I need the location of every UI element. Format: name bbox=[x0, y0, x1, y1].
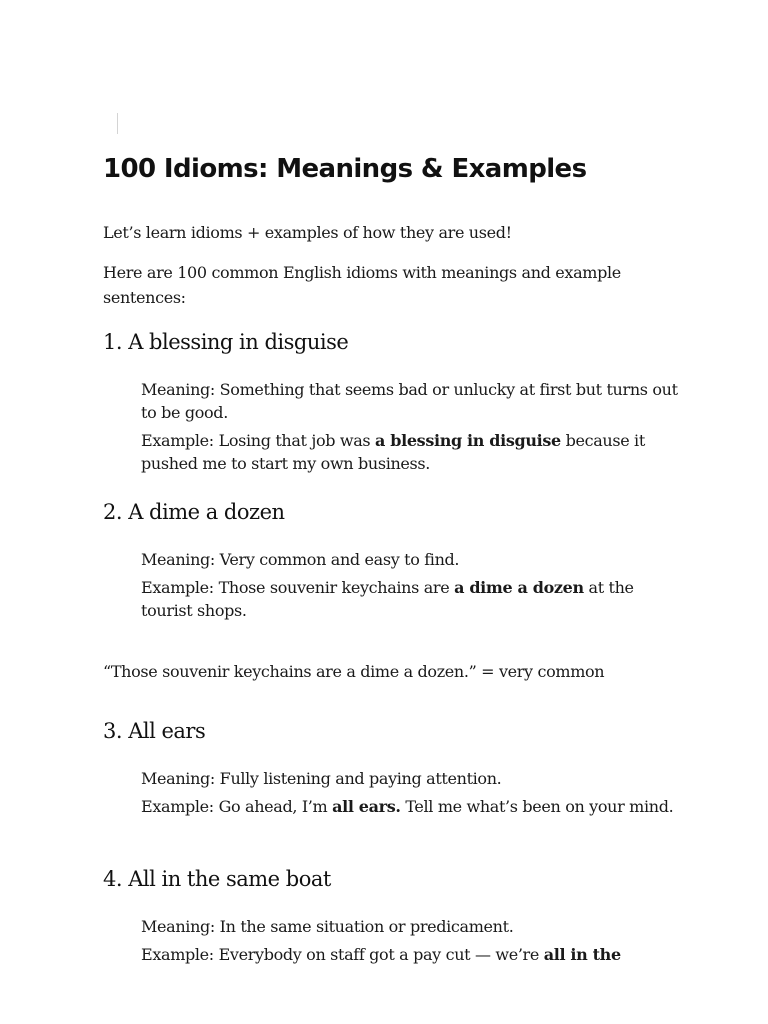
idiom-example bbox=[141, 795, 681, 818]
example-text: Example: Everybody on staff got a pay cut — we’re bbox=[141, 945, 544, 964]
idiom-heading-3: 3. All ears bbox=[103, 719, 206, 743]
text-cursor bbox=[117, 113, 118, 134]
idiom-example bbox=[141, 576, 681, 622]
idiom-phrase: a dime a dozen bbox=[454, 578, 584, 597]
idiom-details-3 bbox=[141, 767, 681, 823]
idiom-example bbox=[141, 429, 681, 475]
idiom-phrase: all in the bbox=[543, 945, 621, 964]
example-text: Example: Those souvenir keychains are bbox=[141, 578, 455, 597]
intro-paragraph-2: Here are 100 common English idioms with meanings and example sentences: bbox=[103, 263, 621, 307]
idiom-phrase: a blessing in disguise bbox=[375, 431, 561, 450]
idiom-example bbox=[141, 943, 681, 966]
idiom-details-4 bbox=[141, 915, 681, 971]
example-text: because it pushed me to start my own business. bbox=[141, 431, 645, 473]
quote-note: “Those souvenir keychains are a dime a dozen.” = very common bbox=[103, 662, 605, 681]
idiom-phrase: all ears. bbox=[332, 797, 401, 816]
idiom-heading-1: 1. A blessing in disguise bbox=[103, 330, 349, 354]
idiom-meaning: Meaning: Something that seems bad or unlucky at first but turns out to be good. bbox=[141, 380, 678, 422]
idiom-meaning: Meaning: Very common and easy to find. bbox=[141, 550, 460, 569]
idiom-heading-4: 4. All in the same boat bbox=[103, 867, 331, 891]
idiom-details-1 bbox=[141, 378, 681, 480]
idiom-meaning: Meaning: In the same situation or predicament. bbox=[141, 917, 514, 936]
example-text: Example: Losing that job was bbox=[141, 431, 376, 450]
intro-paragraph: Let’s learn idioms + examples of how they are used! bbox=[103, 223, 512, 242]
example-text: Tell me what’s been on your mind. bbox=[400, 797, 674, 816]
example-text: at the tourist shops. bbox=[141, 578, 634, 620]
example-text: Example: Go ahead, I’m bbox=[141, 797, 333, 816]
idiom-details-2 bbox=[141, 548, 681, 627]
idiom-meaning: Meaning: Fully listening and paying attention. bbox=[141, 769, 502, 788]
page-title: 100 Idioms: Meanings & Examples bbox=[103, 154, 587, 184]
idiom-heading-2: 2. A dime a dozen bbox=[103, 500, 285, 524]
